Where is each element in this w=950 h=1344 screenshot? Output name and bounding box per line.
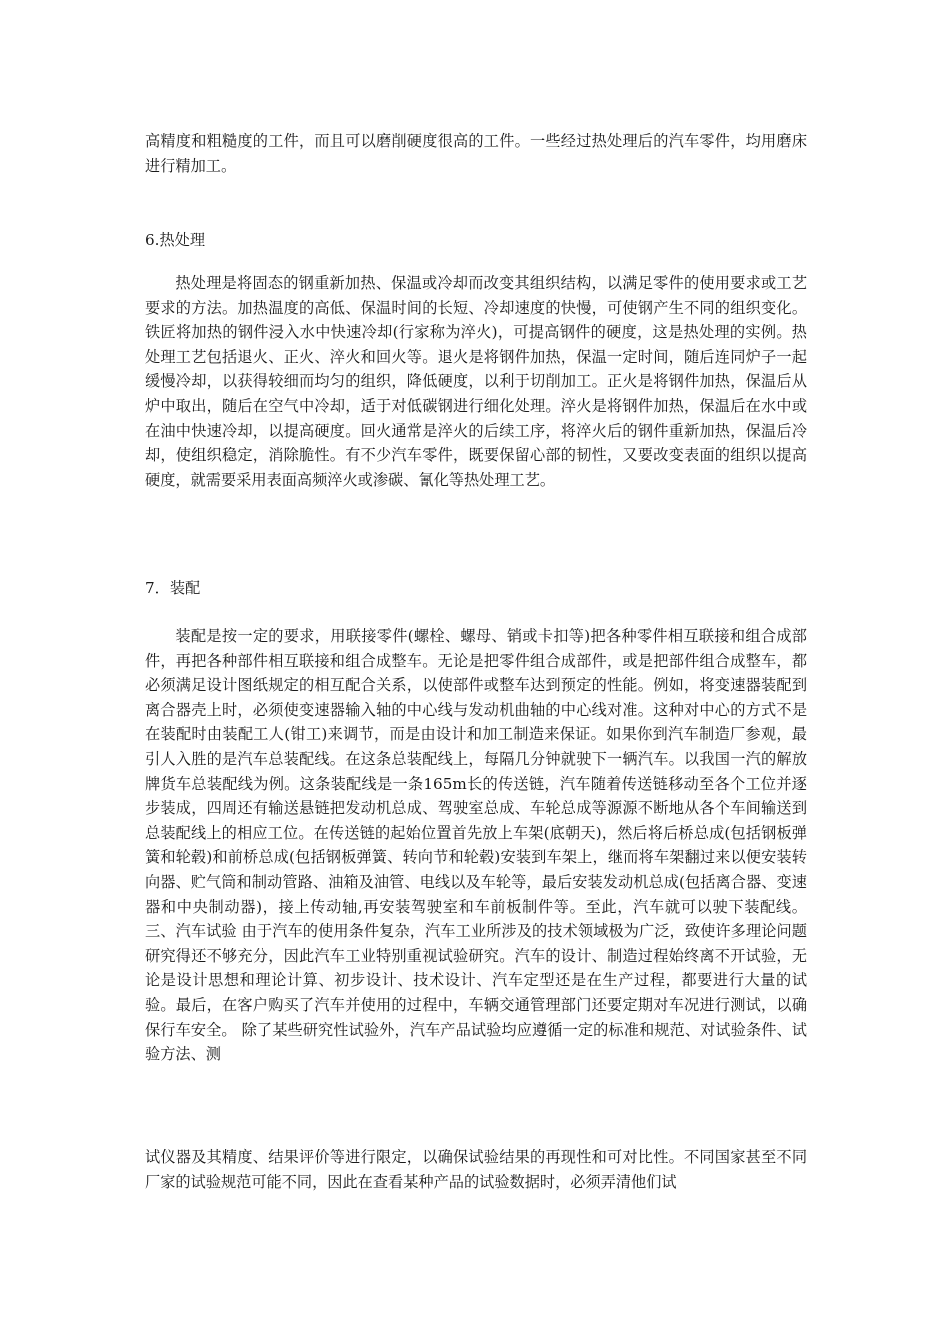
paragraph-heat-treatment: 热处理是将固态的钢重新加热、保温或冷却而改变其组织结构，以满足零件的使用要求或工艺要求的方法。加热温度的高低、保温时间的长短、冷却速度的快慢，可使钢产生不同的组织变化。铁匠将加热的钢件浸入水中快速冷却(行家称为淬火)，可提高钢件的硬度，这是热处理的实例。热处理工艺包括退火、正火、淬火和回火等。退火是将钢件加热，保温一定时间，随后连同炉子一起缓慢冷却，以获得较细而均匀的组织，降低硬度，以利于切削加工。正火是将钢件加热，保温后从炉中取出，随后在空气中冷却，适于对低碳钢进行细化处理。淬火是将钢件加热，保温后在水中或在油中快速冷却，以提高硬度。回火通常是淬火的后续工序，将淬火后的钢件重新加热，保温后冷却，使组织稳定，消除脆性。有不少汽车零件，既要保留心部的韧性，又要改变表面的组织以提高硬度，就需要采用表面高频淬火或渗碳、氰化等热处理工艺。: [145, 274, 807, 489]
paragraph-testing-continued: 试仪器及其精度、结果评价等进行限定，以确保试验结果的再现性和可对比性。不同国家甚至不同厂家的试验规范可能不同，因此在查看某种产品的试验数据时，必须弄清他们试: [145, 1148, 807, 1191]
paragraph-assembly: 装配是按一定的要求，用联接零件(螺栓、螺母、销或卡扣等)把各种零件相互联接和组合成部件，再把各种部件相互联接和组合成整车。无论是把零件组合成部件，或是把部件组合成整车，都必须满足设计图纸规定的相互配合关系，以使部件或整车达到预定的性能。例如，将变速器装配到离合器壳上时，必须使变速器输入轴的中心线与发动机曲轴的中心线对准。这种对中心的方式不是在装配时由装配工人(钳工)来调节，而是由设计和加工制造来保证。如果你到汽车制造厂参观，最引人入胜的是汽车总装配线。在这条总装配线上，每隔几分钟就驶下一辆汽车。以我国一汽的解放牌货车总装配线为例。这条装配线是一条165m长的传送链，汽车随着传送链移动至各个工位并逐步装成，四周还有输送悬链把发动机总成、驾驶室总成、车轮总成等源源不断地从各个车间输送到总装配线上的相应工位。在传送链的起始位置首先放上车架(底朝天)，然后将后桥总成(包括钢板弹簧和轮毂)和前桥总成(包括钢板弹簧、转向节和轮毂)安装到车架上，继而将车架翻过来以便安装转向器、贮气筒和制动管路、油箱及油管、电线以及车轮等，最后安装发动机总成(包括离合器、变速器和中央制动器)，接上传动轴,再安装驾驶室和车前板制件等。至此，汽车就可以驶下装配线。 三、汽车试验 由于汽车的使用条件复杂，汽车工业所涉及的技术领域极为广泛，致使许多理论问题研究得还不够充分，因此汽车工业特别重视试验研究。汽车的设计、制造过程始终离不开试验，无论是设计思想和理论计算、初步设计、技术设计、汽车定型还是在生产过程，都要进行大量的试验。最后，在客户购买了汽车并使用的过程中，车辆交通管理部门还要定期对车况进行测试，以确保行车安全。 除了某些研究性试验外，汽车产品试验均应遵循一定的标准和规范、对试验条件、试验方法、测: [145, 627, 807, 1064]
paragraph-grinding-continued: 高精度和粗糙度的工件，而且可以磨削硬度很高的工件。一些经过热处理后的汽车零件，均用磨床进行精加工。: [145, 132, 807, 175]
section-heading-assembly: 7．装配: [145, 579, 201, 597]
section-heading-heat-treatment: 6.热处理: [145, 231, 206, 249]
